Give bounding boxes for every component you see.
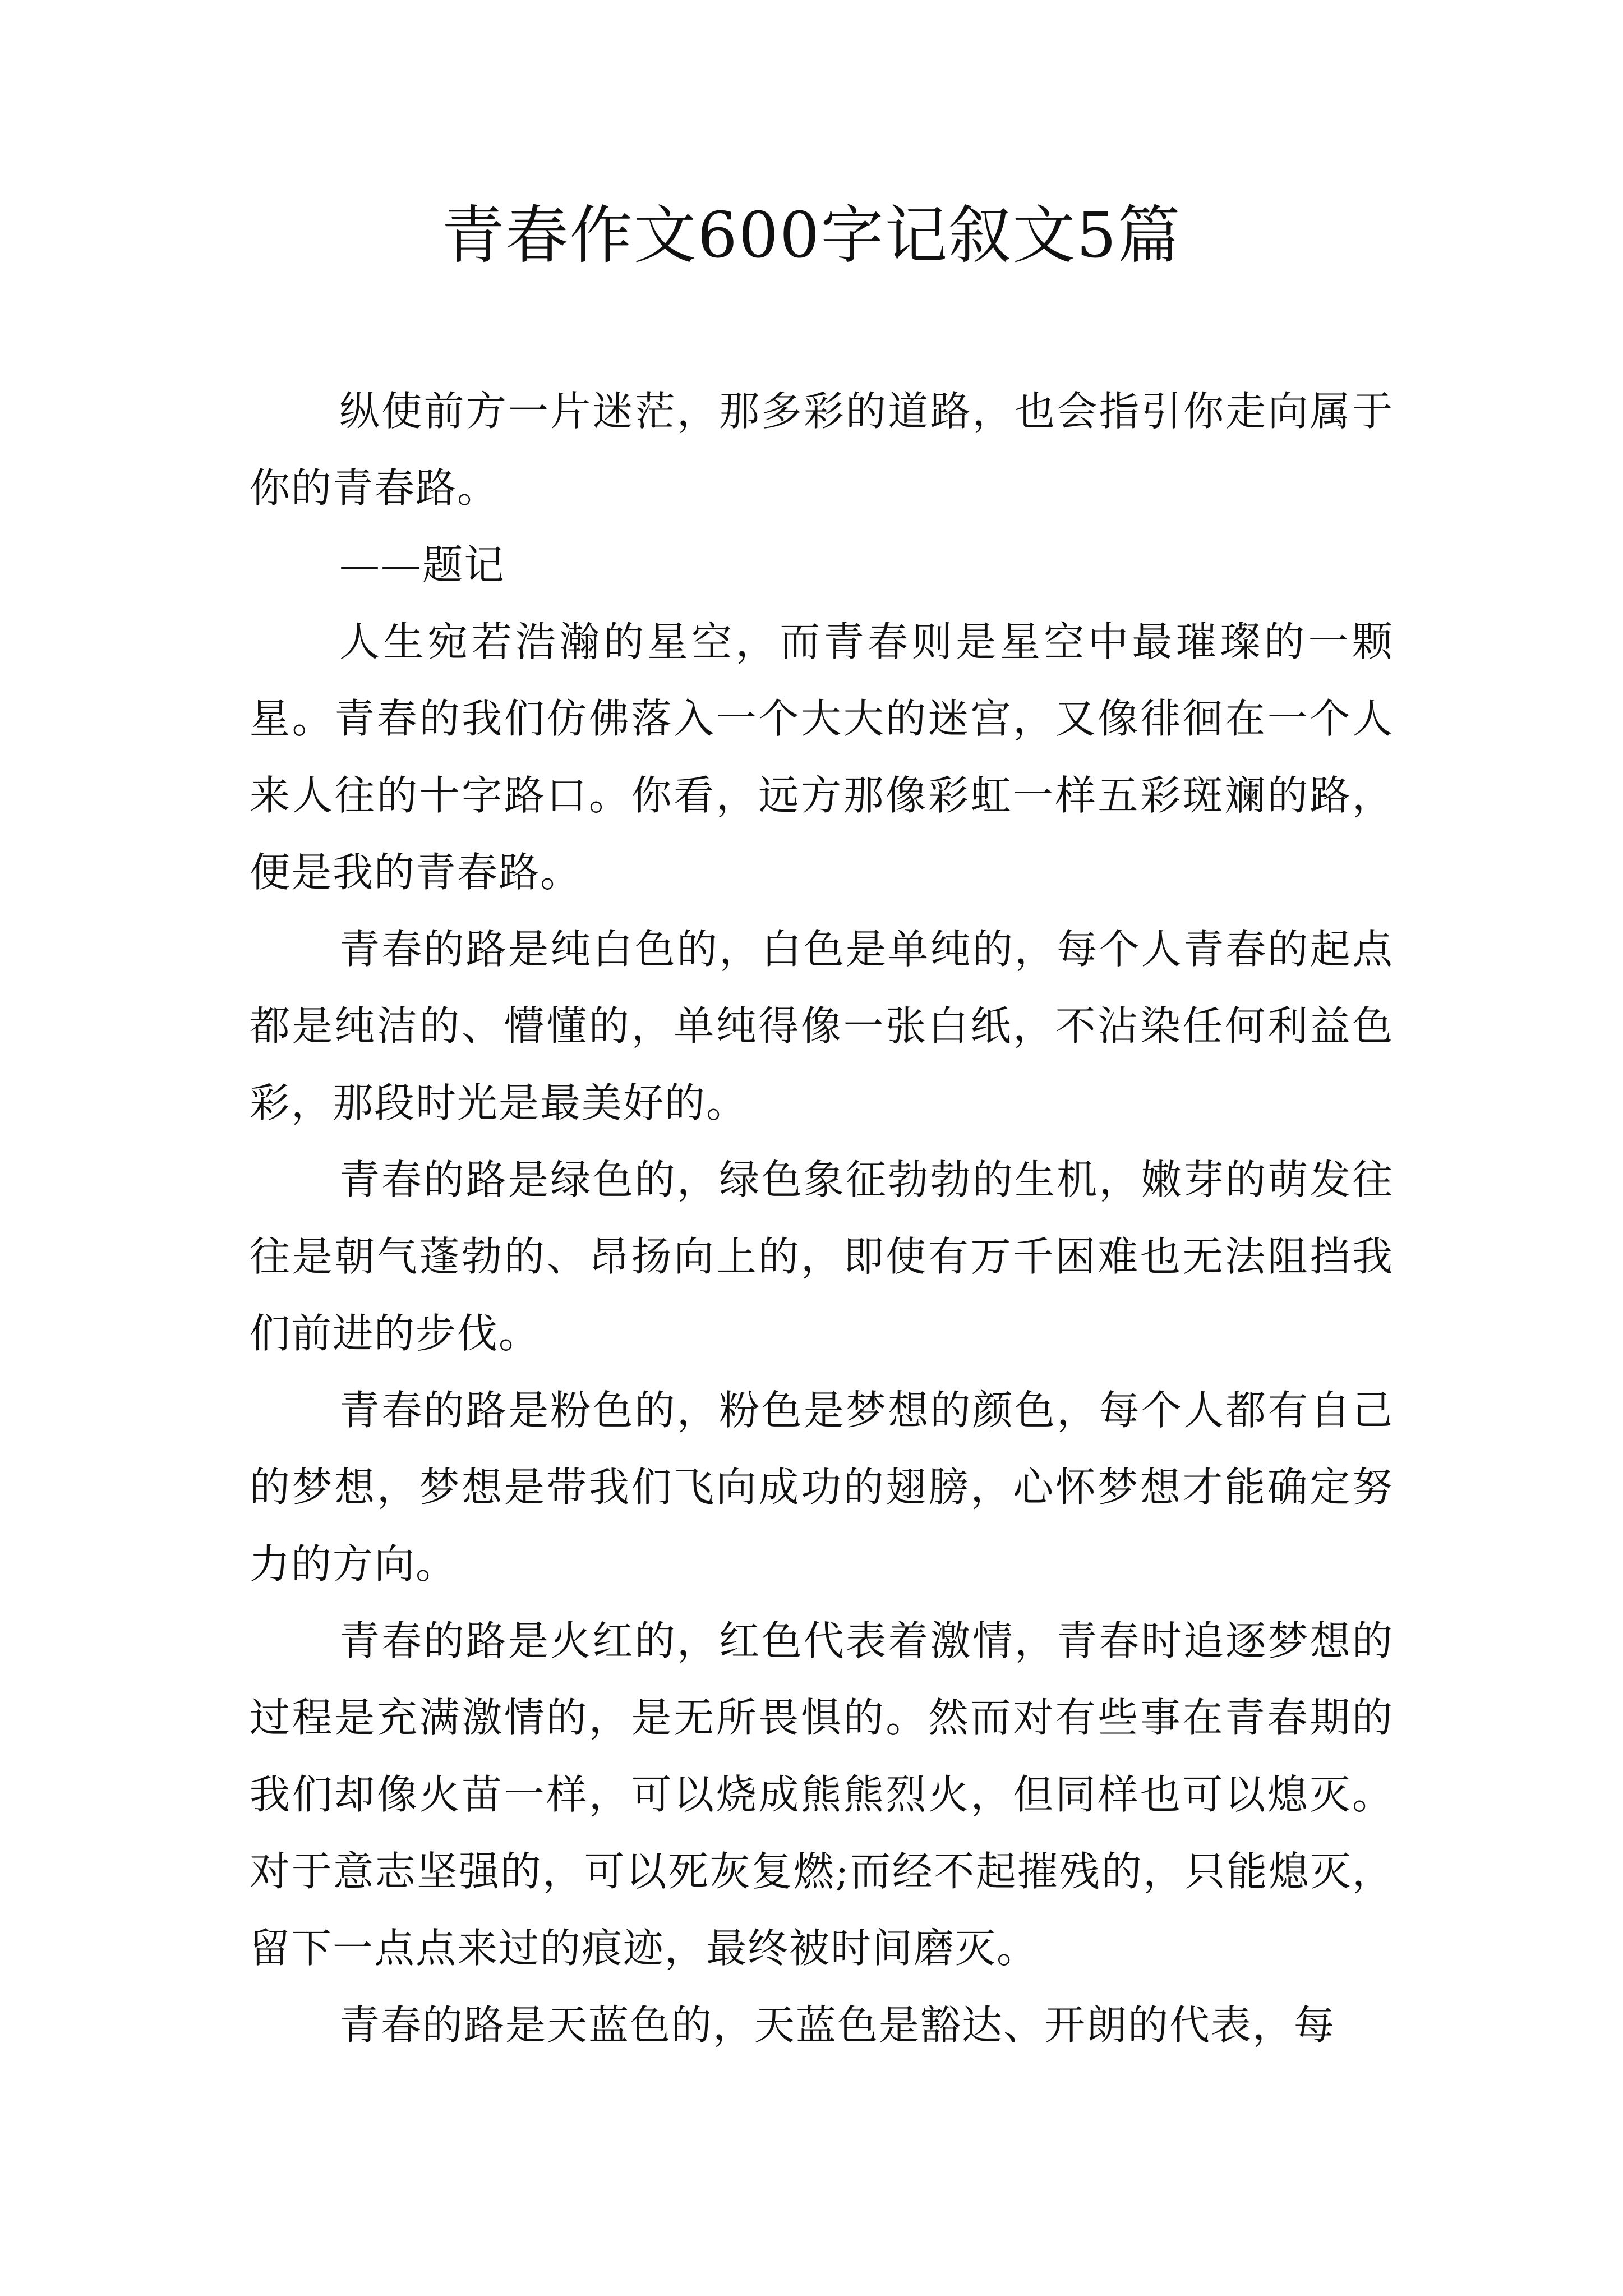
paragraph-epigraph-note: ——题记 bbox=[339, 541, 506, 588]
paragraph-blue-road: 青春的路是天蓝色的，天蓝色是豁达、开朗的代表，每 bbox=[339, 2001, 1336, 2049]
document-title: 青春作文600字记叙文5篇 bbox=[441, 199, 1182, 272]
paragraph-intro: 纵使前方一片迷茫，那多彩的道路，也会指引你走向属于你的青春路。 bbox=[250, 388, 1394, 512]
paragraph-pink-road: 青春的路是粉色的，粉色是梦想的颜色，每个人都有自己的梦想，梦想是带我们飞向成功的翅膀，心怀梦想才能确定努力的方向。 bbox=[250, 1387, 1394, 1588]
paragraph-green-road: 青春的路是绿色的，绿色象征勃勃的生机，嫩芽的萌发往往是朝气蓬勃的、昂扬向上的，即使有万千困难也无法阻挡我们前进的步伐。 bbox=[250, 1156, 1394, 1357]
paragraph-red-road: 青春的路是火红的，红色代表着激情，青春时追逐梦想的过程是充满激情的，是无所畏惧的。然而对有些事在青春期的我们却像火苗一样，可以烧成熊熊烈火，但同样也可以熄灭。对于意志坚强的，可以死灰复燃;而经不起摧残的，只能熄灭，留下一点点来过的痕迹，最终被时间磨灭。 bbox=[250, 1617, 1394, 1972]
paragraph-starry-sky: 人生宛若浩瀚的星空，而青春则是星空中最璀璨的一颗星。青春的我们仿佛落入一个大大的迷宫，又像徘徊在一个人来人往的十字路口。你看，远方那像彩虹一样五彩斑斓的路，便是我的青春路。 bbox=[250, 618, 1394, 896]
document-body bbox=[250, 373, 1394, 2064]
paragraph-white-road: 青春的路是纯白色的，白色是单纯的，每个人青春的起点都是纯洁的、懵懂的，单纯得像一张白纸，不沾染任何利益色彩，那段时光是最美好的。 bbox=[250, 926, 1394, 1126]
